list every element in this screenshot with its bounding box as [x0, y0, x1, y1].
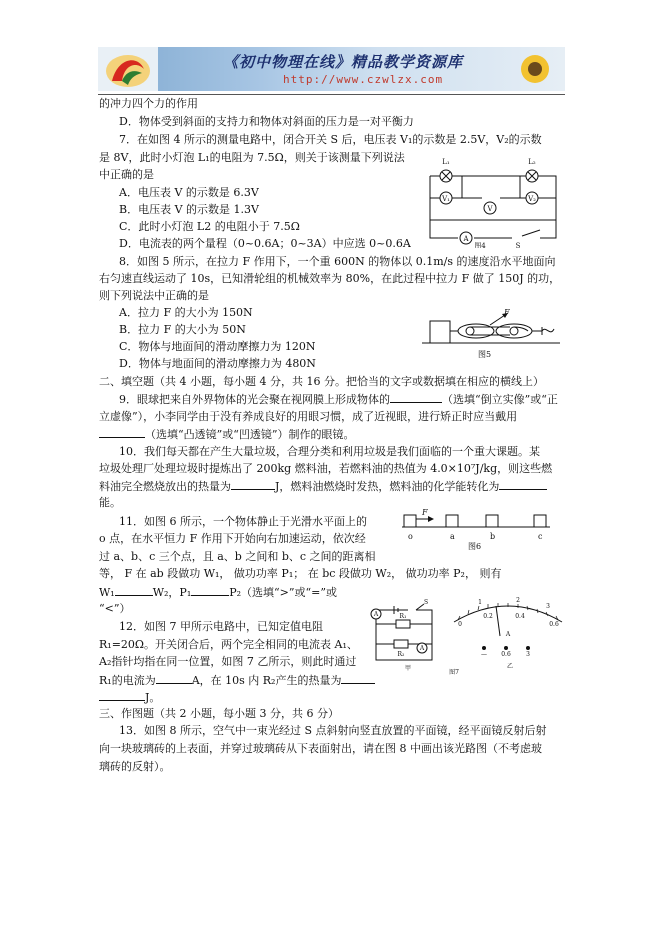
q10-line: 能。 — [99, 496, 121, 509]
option-d: D．物体受到斜面的支持力和物体对斜面的压力是一对平衡力 — [119, 115, 414, 128]
label-v1: V₁ — [442, 195, 450, 203]
q10-text: J，燃料油燃烧时发热，燃料油的化学能转化为 — [275, 480, 500, 493]
answer-blank[interactable] — [99, 690, 145, 701]
terminal-neg: — — [481, 651, 487, 658]
label-a: A — [463, 235, 469, 243]
q12-line: 12．如图 7 甲所示电路中，已知定值电阻 — [119, 620, 323, 633]
tick-2: 2 — [516, 597, 520, 604]
section-heading: 三、作图题（共 2 小题，每小题 3 分，共 6 分） — [99, 707, 339, 720]
point-o: o — [408, 532, 413, 541]
q8-line: 右匀速直线运动了 10s，已知滑轮组的机械效率为 80%，在此过程中拉力 F 做了 150J 的功， — [99, 272, 561, 285]
q7-option: C．此时小灯泡 L2 的电阻小于 7.5Ω — [119, 220, 300, 233]
label-f: F — [422, 508, 428, 517]
header-title: 《初中物理在线》精品教学资源库 — [223, 53, 464, 71]
q11-text: W₂，P₁ — [152, 586, 192, 599]
answer-blank[interactable] — [499, 479, 547, 490]
label-s: S — [515, 242, 521, 248]
point-a: a — [450, 532, 455, 541]
tick-0: 0 — [458, 621, 462, 628]
q11-line: o 点，在水平恒力 F 作用下开始向右加速运动，依次经 — [99, 532, 366, 545]
q13-line: 向一块玻璃砖的上表面，并穿过玻璃砖从下表面射出，请在图 8 中画出该光路图（不考虑玻 — [99, 742, 542, 755]
q8-option: A．拉力 F 的大小为 150N — [119, 306, 253, 319]
q10-line: 10．我们每天都在产生大量垃圾，合理分类和利用垃圾是我们面临的一个重大课题。某 — [119, 445, 540, 458]
answer-blank[interactable] — [390, 392, 442, 403]
label-l2: L₂ — [528, 158, 536, 166]
q11-line: 等， F 在 ab 段做功 W₁， 做功功率 P₁； 在 bc 段做功 W₂， 做功功率 P₂， 则有 — [99, 567, 502, 580]
q7-line: 7．在如图 4 所示的测量电路中，闭合开关 S 后，电压表 V₁的示数是 2.5V，V₂的示数 — [119, 133, 542, 146]
q11-text: P₂（选填“>”或“=”或 — [229, 586, 337, 599]
label-a2: A — [419, 645, 425, 652]
label-r2: R₂ — [397, 651, 405, 658]
figure-6-motion — [398, 507, 556, 553]
q7-line: 是 8V，此时小灯泡 L₁的电阻为 7.5Ω，则关于该测量下列说法 — [99, 151, 405, 164]
q13-line: 璃砖的反射）。 — [99, 760, 171, 773]
q12-line: A₂指针均指在同一位置，如图 7 乙所示，则此时通过 — [99, 655, 357, 668]
q12-text: A，在 10s 内 R₂产生的热量为 — [191, 674, 342, 687]
q8-option: D．物体与地面间的滑动摩擦力为 480N — [119, 357, 316, 370]
figure-7 — [368, 596, 564, 676]
q8-option: C．物体与地面间的滑动摩擦力为 120N — [119, 340, 316, 353]
q12-line — [99, 673, 375, 687]
q11-text: W₁ — [99, 586, 115, 599]
answer-blank[interactable] — [99, 427, 145, 438]
point-c: c — [538, 532, 543, 541]
q11-line: 过 a、b、c 三个点，且 a、b 之间和 b、c 之间的距离相 — [99, 550, 376, 563]
label-s: S — [423, 599, 429, 606]
figure-caption: 图7 — [449, 669, 459, 676]
figure-caption: 图4 — [474, 242, 486, 248]
answer-blank[interactable] — [191, 585, 229, 596]
q12-text: J。 — [145, 691, 161, 704]
figure-5-pulley — [418, 305, 563, 363]
site-logo — [98, 47, 158, 91]
text-line: 的冲力四个力的作用 — [99, 97, 198, 110]
figure-4-circuit — [422, 152, 564, 248]
tick-0-6: 0.6 — [549, 621, 559, 628]
q8-line: 8．如图 5 所示，在拉力 F 作用下，一个重 600N 的物体以 0.1m/s 的速度沿水平地面向 — [119, 255, 556, 268]
q8-option: B．拉力 F 的大小为 50N — [119, 323, 246, 336]
tick-1: 1 — [478, 599, 482, 606]
tick-0-2: 0.2 — [483, 613, 493, 620]
q13-line: 13．如图 8 所示，空气中一束光经过 S 点斜射向竖直放置的平面镜，经平面镜反射后射 — [119, 724, 547, 737]
q7-option: B．电压表 V 的示数是 1.3V — [119, 203, 259, 216]
q11-line: “<”） — [99, 602, 131, 615]
q9-text: 9．眼球把来自外界物体的光会聚在视网膜上形成物体的 — [119, 393, 390, 406]
q8-line: 则下列说法中正确的是 — [99, 289, 209, 302]
label-l1: L₁ — [442, 158, 450, 166]
header-rule — [98, 94, 565, 95]
header-url[interactable]: http://www.czwlzx.com — [283, 73, 444, 86]
q9-text: （选填“凸透镜”或“凹透镜”）制作的眼镜。 — [145, 428, 355, 441]
label-r1: R₁ — [399, 613, 407, 620]
q12-line: R₁=20Ω。开关闭合后，两个完全相同的电流表 A₁、 — [99, 638, 358, 651]
sunflower-icon — [513, 51, 557, 87]
answer-blank[interactable] — [156, 673, 192, 684]
header-banner — [98, 47, 565, 91]
terminal-0-6: 0.6 — [501, 651, 511, 658]
figure-caption: 图5 — [478, 350, 492, 359]
q9-text: （选填“倒立实像”或“正 — [442, 393, 558, 406]
q11-line: 11．如图 6 所示，一个物体静止于光滑水平面上的 — [119, 515, 367, 528]
q7-option: D．电流表的两个量程（0~0.6A；0~3A）中应选 0~0.6A — [119, 237, 411, 250]
label-a1: A — [373, 611, 379, 618]
label-yi: 乙 — [506, 663, 514, 670]
q11-line — [99, 585, 337, 599]
q9-line: 立虚像”），小李同学由于没有养成良好的用眼习惯，成了近视眼，进行矫正时应当戴用 — [99, 410, 518, 423]
section-heading: 二、填空题（共 4 小题，每小题 4 分，共 16 分。把恰当的文字或数据填在相应的横线上） — [99, 375, 544, 388]
answer-blank[interactable] — [115, 585, 153, 596]
label-jia: 甲 — [404, 665, 412, 672]
label-v: V — [487, 205, 493, 213]
q9-line — [99, 427, 355, 441]
label-f: F — [504, 308, 510, 317]
q10-text: 料油完全燃烧放出的热量为 — [99, 480, 231, 493]
q7-line: 中正确的是 — [99, 168, 154, 181]
tick-0-4: 0.4 — [515, 613, 525, 620]
q7-option: A．电压表 V 的示数是 6.3V — [119, 186, 259, 199]
answer-blank[interactable] — [231, 479, 275, 490]
unit-a: A — [505, 631, 511, 638]
q10-line: 垃圾处理厂处理垃圾时提炼出了 200kg 燃料油，若燃料油的热值为 4.0×10⁷J/kg，则这些燃 — [99, 462, 553, 475]
q12-line — [99, 690, 160, 704]
q12-text: R₁的电流为 — [99, 674, 156, 687]
terminal-3: 3 — [526, 651, 530, 658]
tick-3: 3 — [546, 603, 550, 610]
q10-line — [99, 479, 547, 493]
point-b: b — [490, 532, 496, 541]
figure-caption: 图6 — [468, 542, 482, 551]
q9-line — [119, 392, 558, 406]
label-v2: V₂ — [528, 195, 536, 203]
